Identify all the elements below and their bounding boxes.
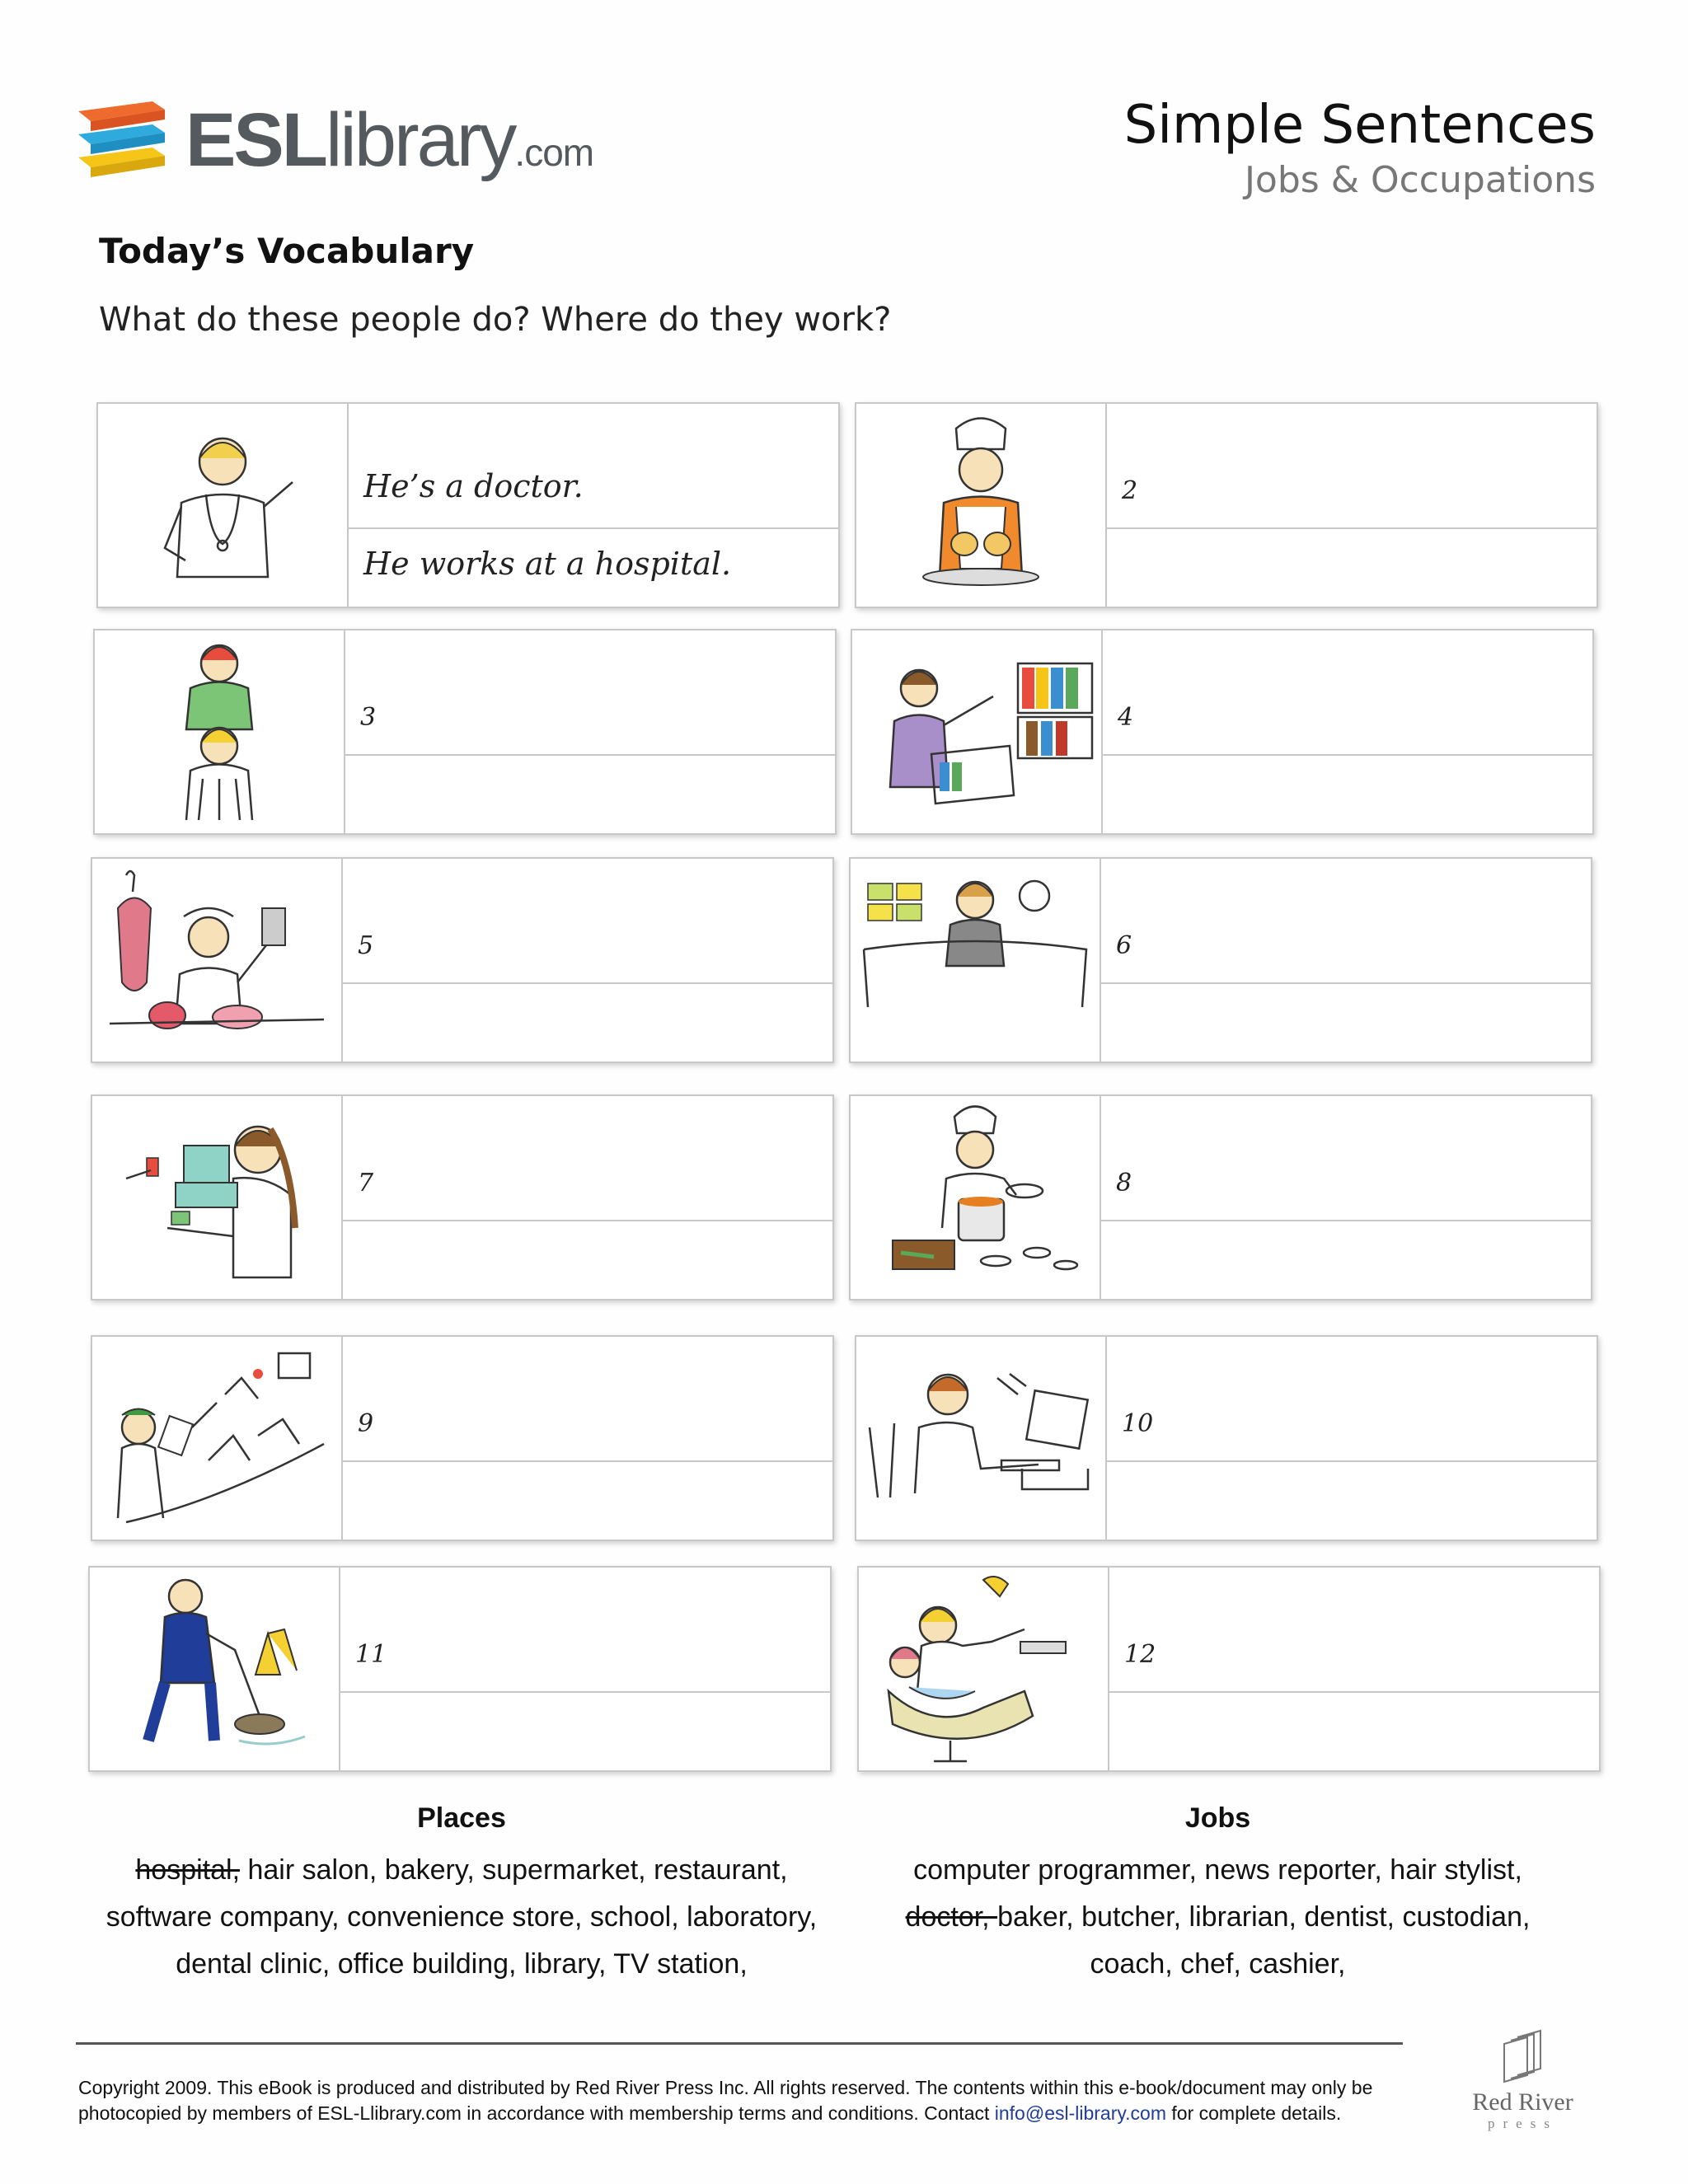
instructions: What do these people do? Where do they work? — [99, 301, 892, 339]
exercise-card — [88, 1566, 832, 1772]
answer-line-2[interactable] — [343, 982, 832, 1062]
exercise-number: 6 — [1116, 931, 1132, 960]
exercise-card — [93, 629, 837, 835]
exercise-card — [857, 1566, 1601, 1772]
document-subtitle: Jobs & Occupations — [1244, 159, 1596, 201]
answer-line-2[interactable] — [340, 1691, 830, 1770]
answer-line-1[interactable] — [1101, 1096, 1591, 1221]
red-river-press-logo: Red River press — [1467, 2027, 1578, 2135]
exercise-number: 7 — [358, 1169, 374, 1197]
answer-line-2[interactable] — [345, 754, 835, 833]
jobs-word-bank — [845, 1795, 1591, 1988]
answer-line-1[interactable] — [343, 859, 832, 984]
exercise-number: 2 — [1122, 476, 1138, 505]
answer-line-2[interactable] — [343, 1220, 832, 1299]
esl-library-logo: ESLlibrary.com — [74, 95, 585, 194]
handwritten-answer: He’s a doctor. — [363, 468, 584, 504]
librarian-icon — [852, 630, 1103, 833]
answer-line-1[interactable] — [1107, 404, 1597, 529]
answer-line-1[interactable] — [1101, 859, 1591, 984]
title-block — [1124, 92, 1596, 203]
jobs-heading: Jobs — [1184, 1802, 1251, 1834]
jobs-line: coach, chef, cashier, — [1090, 1948, 1346, 1980]
exercise-card — [855, 402, 1598, 608]
news-reporter-icon — [851, 859, 1101, 1062]
jobs-line: baker, butcher, librarian, dentist, custodian, — [997, 1901, 1531, 1933]
answer-line-2[interactable] — [1101, 982, 1591, 1062]
document-title: Simple Sentences — [1123, 95, 1596, 156]
exercise-card — [91, 857, 834, 1063]
butcher-icon — [92, 859, 343, 1062]
exercise-card — [91, 1335, 834, 1541]
struck-word: doctor, — [905, 1901, 998, 1933]
contact-email-link[interactable]: info@esl-library.com — [994, 2102, 1167, 2124]
exercise-number: 8 — [1116, 1169, 1132, 1197]
custodian-icon — [90, 1568, 340, 1770]
answer-line-1[interactable] — [1109, 1568, 1599, 1693]
places-line: dental clinic, office building, library, TV station, — [176, 1948, 748, 1980]
answer-line-2[interactable] — [1103, 754, 1592, 833]
answer-line-1[interactable] — [345, 630, 835, 756]
exercise-number: 3 — [360, 703, 377, 732]
exercise-number: 9 — [358, 1409, 374, 1438]
jobs-line: computer programmer, news reporter, hair stylist, — [913, 1854, 1522, 1886]
copyright-line: photocopied by members of ESL-Llibrary.com in accordance with membership terms and conditions. Contact — [78, 2102, 995, 2124]
answer-line-2[interactable] — [1107, 1460, 1597, 1540]
copyright-notice: Copyright 2009. This eBook is produced and distributed by Red River Press Inc. All rights reserved. The contents within this e-book/document may only be photocopied by members of ESL-Llibrary.com in accordance with membership terms and conditions. Contact info@esl-library.com for complete details. — [78, 2077, 1373, 2124]
exercise-number: 10 — [1122, 1409, 1154, 1438]
footer-divider — [76, 2042, 1403, 2045]
cashier-icon — [92, 1096, 343, 1299]
answer-line-1[interactable] — [343, 1337, 832, 1462]
doctor-icon — [98, 404, 349, 607]
places-heading: Places — [417, 1802, 506, 1834]
stacked-books-icon — [74, 95, 173, 185]
struck-word: hospital, — [135, 1854, 241, 1886]
answer-line-1[interactable] — [340, 1568, 830, 1693]
answer-line-2[interactable] — [343, 1460, 832, 1540]
answer-line-1[interactable] — [1107, 1337, 1597, 1462]
exercise-card — [849, 857, 1592, 1063]
exercise-card — [91, 1094, 834, 1301]
hair-stylist-icon — [95, 630, 345, 833]
section-heading: Today’s Vocabulary — [99, 231, 475, 271]
places-word-bank — [91, 1795, 832, 1988]
coach-icon — [92, 1337, 343, 1540]
baker-icon — [856, 404, 1107, 607]
handwritten-answer: He works at a hospital. — [363, 546, 732, 582]
exercise-number: 5 — [358, 931, 374, 960]
answer-line-2[interactable] — [1107, 527, 1597, 607]
answer-line-1[interactable] — [349, 404, 838, 529]
answer-line-2[interactable] — [1109, 1691, 1599, 1770]
chef-icon — [851, 1096, 1101, 1299]
answer-line-1[interactable] — [1103, 630, 1592, 756]
answer-line-2[interactable] — [1101, 1220, 1591, 1299]
copyright-line: Copyright 2009. This eBook is produced and distributed by Red River Press Inc. All rights reserved. The contents within this e-book/document may only be — [78, 2077, 1373, 2098]
exercise-card — [851, 629, 1594, 835]
computer-programmer-icon — [856, 1337, 1107, 1540]
exercise-card — [96, 402, 840, 608]
exercise-number: 12 — [1124, 1640, 1156, 1669]
answer-line-1[interactable] — [343, 1096, 832, 1221]
exercise-number: 4 — [1118, 703, 1134, 732]
dentist-icon — [859, 1568, 1109, 1770]
places-line: software company, convenience store, school, laboratory, — [106, 1901, 818, 1933]
answer-line-2[interactable] — [349, 527, 838, 607]
exercise-number: 11 — [355, 1640, 387, 1669]
places-line: hair salon, bakery, supermarket, restaurant, — [240, 1854, 788, 1886]
exercise-card — [855, 1335, 1598, 1541]
exercise-card — [849, 1094, 1592, 1301]
pages-icon — [1494, 2027, 1552, 2085]
